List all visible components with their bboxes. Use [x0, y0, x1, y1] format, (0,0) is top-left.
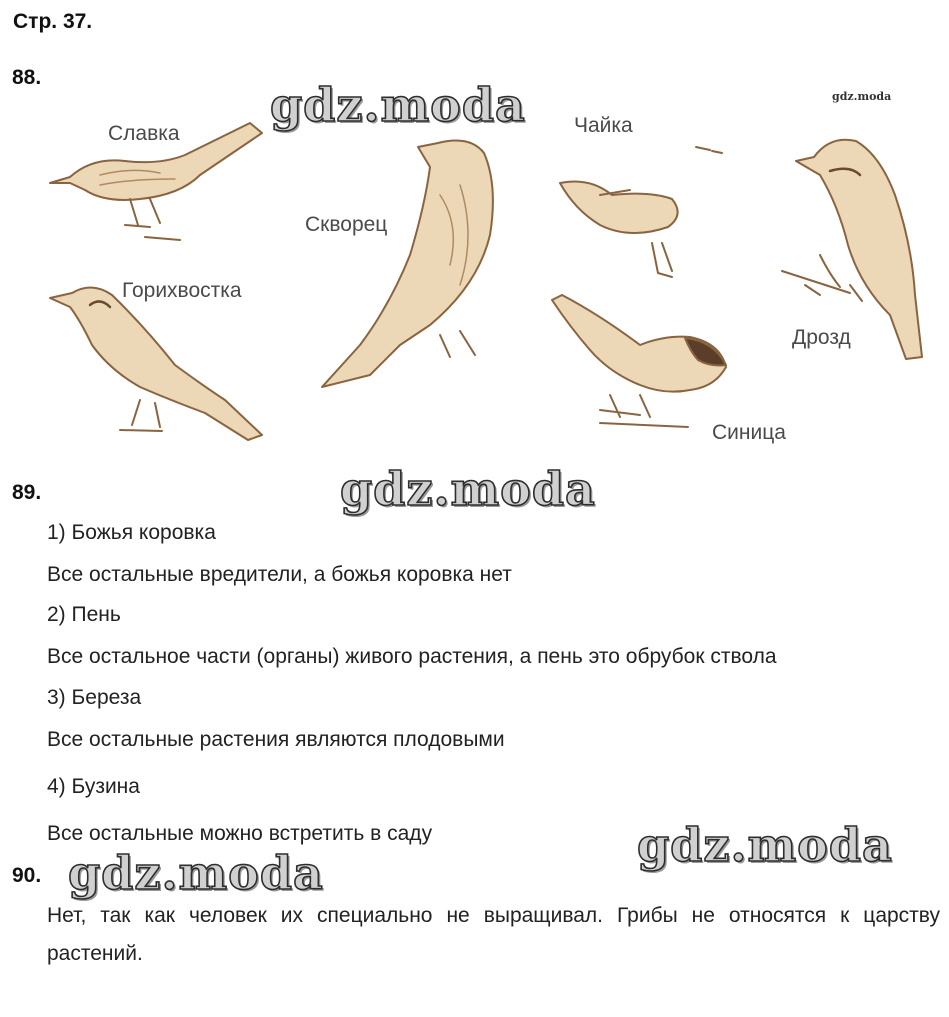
- answer-line: Все остальные можно встретить в саду: [47, 822, 433, 845]
- bird-label-gull: Чайка: [574, 114, 633, 137]
- watermark-top: gdz.moda: [270, 78, 526, 132]
- bird-label-redstart: Горихвостка: [122, 279, 242, 302]
- bird-label-thrush: Дрозд: [792, 326, 851, 349]
- gull-bird: [560, 147, 722, 277]
- answer-line: Все остальные растения являются плодовыми: [47, 728, 505, 751]
- answer-line: 1) Божья коровка: [47, 521, 216, 544]
- task-90-answer: Нет, так как человек их специально не выращивал. Грибы не относятся к царству растений.: [47, 904, 940, 965]
- watermark-small: gdz.moda: [832, 90, 892, 103]
- answer-line: Все остальное части (органы) живого растения, а пень это обрубок ствола: [47, 645, 777, 668]
- page-header: Стр. 37.: [13, 10, 93, 33]
- starling-bird: [322, 141, 493, 387]
- task-89-number: 89.: [12, 481, 42, 504]
- watermark-bottom: gdz.moda: [68, 846, 324, 900]
- task-90-number: 90.: [12, 864, 42, 887]
- watermark-middle: gdz.moda: [340, 462, 596, 516]
- answer-line: 4) Бузина: [47, 775, 140, 798]
- answer-line: Все остальные вредители, а божья коровка нет: [47, 563, 512, 586]
- answer-line: 3) Береза: [47, 686, 142, 709]
- tit-bird: [552, 295, 726, 427]
- watermark-right: gdz.moda: [637, 818, 893, 872]
- answer-line: 2) Пень: [47, 603, 121, 626]
- bird-label-starling: Скворец: [305, 213, 388, 236]
- birds-illustration: [0, 95, 949, 455]
- bird-label-warbler: Славка: [108, 122, 180, 145]
- redstart-bird: [50, 287, 262, 440]
- task-88-number: 88.: [12, 66, 42, 89]
- bird-label-tit: Синица: [712, 421, 786, 444]
